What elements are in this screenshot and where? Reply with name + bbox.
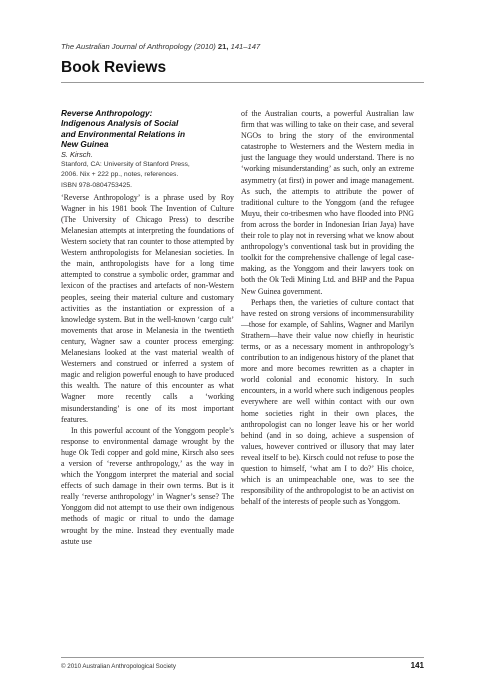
review-title-line: Indigenous Analysis of Social [61,118,179,129]
review-title-line: New Guinea [61,139,109,150]
review-title-line: Reverse Anthropology: [61,108,153,118]
header-rule [61,82,424,83]
section-title: Book Reviews [61,59,167,76]
journal-name: The Australian Journal of Anthropology [61,42,192,51]
isbn: ISBN 978-0804753425. [61,182,133,190]
publisher-line: Stanford, CA: University of Stanford Press, [61,160,190,168]
journal-year: (2010) [193,42,216,51]
review-title-line: and Environmental Relations in [61,128,186,139]
body-paragraph: ‘Reverse Anthropology’ is a phrase used by Roy Wagner in his 1981 book The Invention of Culture (The University of Chicago Press) to describe Melanesian attempts at interpreting the foundations of Western society that ran counter to those attempted by Western anthropologists for Melanesian societies. In the main, anthropologists have for a long time attempted to construe a symbolic order, grammar and lexicon of the practises and artefacts of non-Western peoples, seeing their material culture and customary activities as the instantiation or expression of a knowledge system. But in the well-known ‘cargo cult’ movements that arose in Melanesia in the twentieth century, Wagner saw a counter process emerging: Melanesians looked at the vast material wealth of Westerners and construed or inferred a system of magic and religion powerful enough to have produced this wealth. The nature of this encounter as what Wagner more recently calls a ‘working misunderstanding’ is one of its most important features. [61,192,234,424]
journal-volume: 21, [217,42,229,51]
copyright-notice: © 2010 Australian Anthropological Society [61,663,176,670]
footer-rule [61,657,424,658]
right-column [241,108,414,507]
running-head [61,42,260,51]
left-column [61,108,234,547]
body-paragraph: of the Australian courts, a powerful Australian law firm that was willing to take on their case, and several NGOs to bring the story of the environmental catastrophe to Westerners and the Western media in just the language they would understand. There is no ‘working misunderstanding’ as such, only an extreme asymmetry (at first) in power and image management. As such, the attempts to attribute the power of traditional culture to the Yonggom (and the refugee Muyu, their co-tribesmen who have flooded into PNG from across the border in Indonesian Irian Jaya) have their role to play not in reversing what we know about anthropology’s conventional task but in providing the toolkit for the comprehensive challenge of legal case-making, as the Yonggom and their lawyers took on both the Ok Tedi Mining Ltd. and BHP and the Papua New Guinea government. [241,109,414,296]
publisher-line: 2006. Nix + 222 pp., notes, references. [61,171,179,179]
page-number: 141 [410,661,424,670]
journal-pages: 141–147 [230,42,261,51]
body-paragraph: Perhaps then, the varieties of culture contact that have rested on strong versions of incommensurability—those for example, of Sahlins, Wagner and Marilyn Strathern—have their value now chiefly in heuristic terms, or as a necessary moment in anthropology’s contribution to an indigenous history of the planet that more and more becomes rewritten as a chapter in world colonial and economic history. In such encounters, in a world where such indigenous peoples everywhere are well within contact with our own home societies right in their own places, the anthropologist can no longer leave his or her world behind (and in so doing, achieve a suspension of values, however contrived or illusory that may later reveal itself to be). Kirsch could not refuse to pose the question to himself, ‘what am I to do?’ His choice, which is an unimpeachable one, was to see the responsibility of the anthropologist to be an activist on behalf of the interests of people such as Yonggom. [241,297,414,507]
review-author: S. Kirsch. [61,149,93,159]
body-paragraph: In this powerful account of the Yonggom people’s response to environmental damage wrought by the huge Ok Tedi copper and gold mine, Kirsch also sees a version of ‘reverse anthropology,’ as the way in which the Yonggom interpret the material and social effects of such damage in their own terms. But is it really ‘reverse anthropology’ in Wagner’s sense? The Yonggom did not attempt to use their own indigenous methods of magic or ritual to undo the damage wrought by the mine. Instead they eventually made astute use [61,425,234,546]
